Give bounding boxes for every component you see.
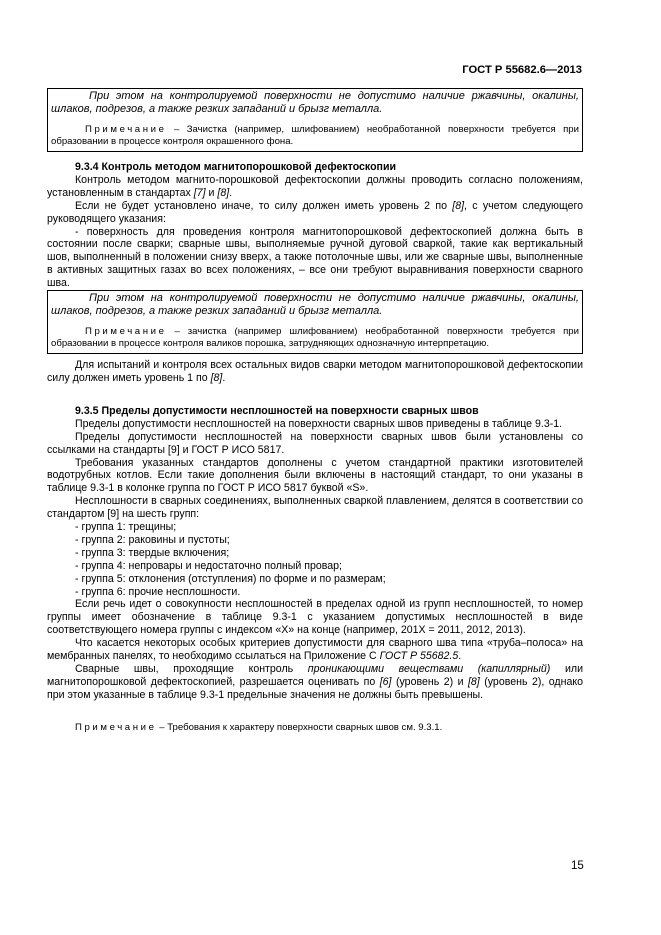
- list-item: - группа 6: прочие несплошности.: [75, 585, 241, 598]
- list-item: - группа 2: раковины и пустоты;: [75, 533, 230, 546]
- ref-6: [6]: [379, 675, 392, 688]
- final-note: [47, 722, 583, 735]
- s935-paragraph-2: Пределы допустимости несплошностей на поверхности сварных швов были установлены со ссылками на стандарты [9] и ГОСТ Р ИСО 5817.: [47, 430, 583, 456]
- box1-note-text: – Зачистка (например, шлифованием) необработанной поверхности требуется при образовании в процессе контроля окрашенного фона.: [51, 123, 579, 148]
- s935-paragraph-3: Требования указанных стандартов дополнены с учетом стандартной практики изготовителей водотрубных котлов. Если такие дополнения были включены в настоящий стандарт, то они указаны в таблице 9.3-1 в колонке группа по ГОСТ Р ИСО 5817 буквой «S».: [47, 456, 583, 495]
- s934-paragraph-2: Если не будет установлено иначе, то силу должен иметь уровень 2 по [8], с учетом следующего руководящего указания:: [47, 199, 583, 225]
- box1-italic-text: При этом на контролируемой поверхности не допустимо наличие ржавчины, окалины, шлаков, подрезов, а также резких западаний и брызг металла.: [51, 90, 579, 115]
- s934-paragraph-3: - поверхность для проведения контроля магнитопорошковой дефектоскопией должна быть в состоянии после сварки; сварные швы, выполняемые ручной дуговой сваркой, такие как вертикальный шов, выполненный в положении снизу вверх, а также потолочные швы, или же сварные швы, выполненные в активных защитных газах во всех положениях, – все они требуют выравнивания поверхности сварного шва.: [47, 225, 583, 290]
- gost-reference: ГОСТ Р 55682.5: [379, 650, 459, 663]
- after-box2-paragraph: Для испытаний и контроля всех остальных видов сварки методом магнитопорошковой дефектоскопии силу должен иметь уровень 1 по [8].: [47, 359, 583, 384]
- section-9-3-4-heading: 9.3.4 Контроль методом магнитопорошковой дефектоскопии: [75, 161, 396, 173]
- penetrant-term: проникающими веществами (капиллярный): [307, 663, 551, 675]
- list-item: - группа 1: трещины;: [75, 521, 177, 534]
- s934-paragraph-1: Контроль методом магнито-порошковой дефектоскопии должны проводить согласно положениям, установленным в стандартах [7] и [8].: [47, 173, 583, 199]
- final-note-label: Примечание: [75, 721, 157, 733]
- s935-paragraph-5: Если речь идет о совокупности несплошностей в пределах одной из групп несплошностей, то номер группы имеет обозначение в таблице 9.3-1 с указанием допустимых несплошностей в виде соответствующего номера группы с индексом «X» на конце (например, 201X = 2011, 2012, 2013).: [47, 598, 583, 637]
- box2-note-label: Примечание: [85, 325, 167, 337]
- document-header: ГОСТ Р 55682.6—2013: [462, 64, 582, 76]
- box1-note-label: Примечание: [85, 123, 167, 135]
- ref-8: [8]: [217, 186, 230, 199]
- ref-8: [8]: [467, 675, 480, 688]
- list-item: - группа 4: непровары и недостаточно полный провар;: [75, 559, 342, 572]
- note-box-1: [47, 88, 583, 152]
- box2-note: [51, 326, 579, 351]
- page-number: 15: [571, 860, 584, 872]
- s935-paragraph-7: Сварные швы, проходящие контроль проникающими веществами (капиллярный) или магнитопорошковой дефектоскопией, разрешается оценивать по [6] (уровень 2) и [8] (уровень 2), однако при этом указанные в таблице 9.3-1 предельные значения не должны быть превышены.: [47, 663, 583, 701]
- box2-note-text: – зачистка (например шлифованием) необработанной поверхности требуется при образовании в процессе контроля валиков порошка, затрудняющих однозначную интерпретацию.: [51, 325, 579, 350]
- s935-paragraph-4: Несплошности в сварных соединениях, выполненных сваркой плавлением, делятся в соответствии со стандартом [9] на шесть групп:: [47, 495, 583, 521]
- box1-note: [51, 124, 579, 149]
- section-9-3-5-heading: 9.3.5 Пределы допустимости несплошностей на поверхности сварных швов: [75, 404, 479, 417]
- note-box-2: [47, 290, 583, 354]
- ref-7: [7]: [193, 186, 206, 199]
- s935-paragraph-1: Пределы допустимости несплошностей на поверхности сварных швов приведены в таблице 9.3-1.: [75, 417, 563, 430]
- ref-8: [8]: [210, 371, 223, 384]
- final-note-text: – Требования к характеру поверхности сварных швов см. 9.3.1.: [156, 721, 443, 733]
- page-content: [47, 88, 583, 734]
- list-item: - группа 5: отклонения (отступления) по форме и по размерам;: [75, 572, 386, 585]
- ref-8: [8]: [452, 199, 465, 212]
- list-item: - группа 3: твердые включения;: [75, 546, 230, 559]
- box2-italic-text: При этом на контролируемой поверхности не допустимо наличие ржавчины, окалины, шлаков, подрезов, а также резких западаний и брызг металла.: [51, 292, 579, 317]
- s935-paragraph-6: Что касается некоторых особых критериев допустимости для сварного шва типа «труба–полоса» на мембранных панелях, то необходимо ссылаться на Приложение С ГОСТ Р 55682.5.: [47, 637, 583, 663]
